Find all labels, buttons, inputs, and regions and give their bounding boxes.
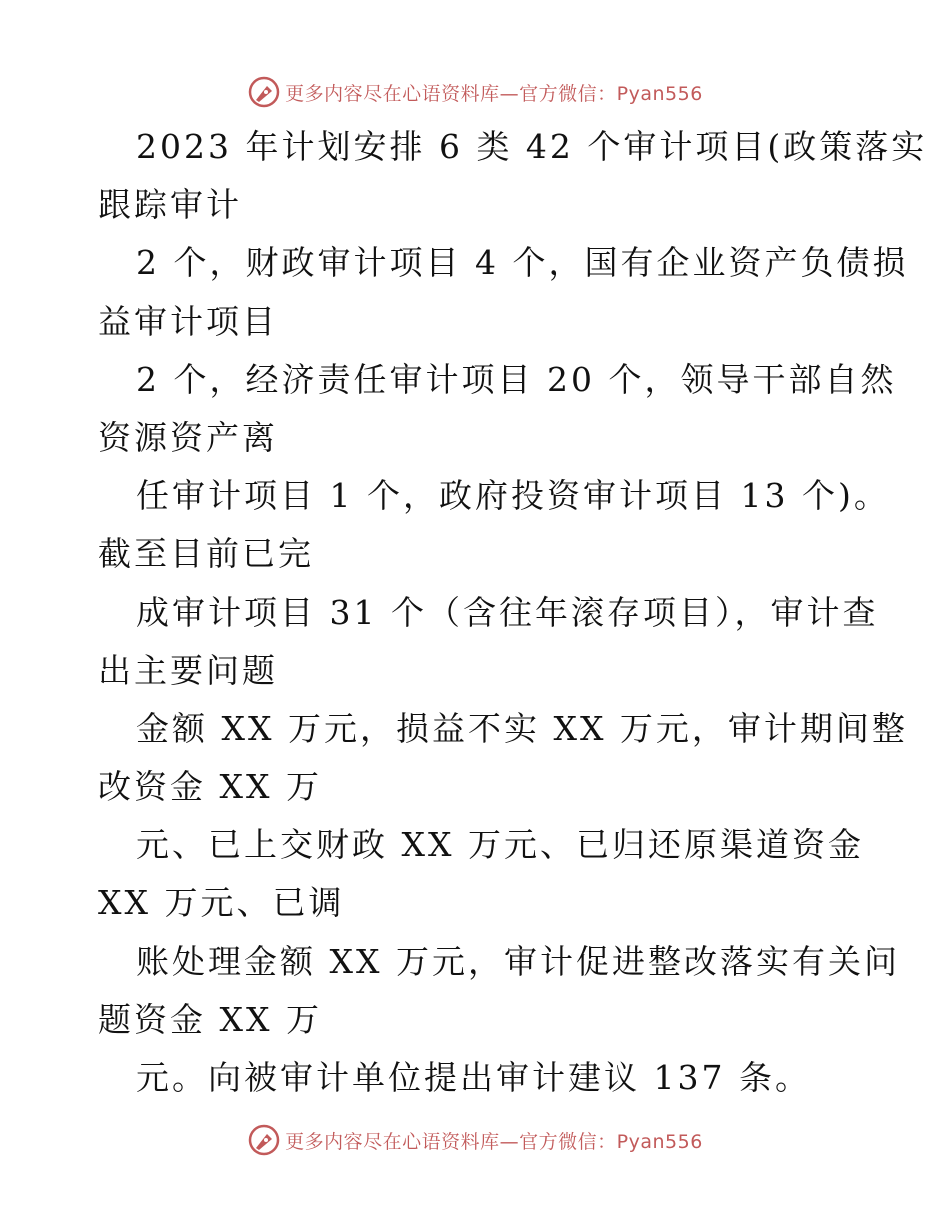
text-line: 元。向被审计单位提出审计建议 137 条。 <box>136 1058 811 1097</box>
text-line: 元、已上交财政 XX 万元、已归还原渠道资金 <box>136 825 864 865</box>
text-line: 益审计项目 <box>98 301 278 341</box>
text-line: 金额 XX 万元，损益不实 XX 万元，审计期间整 <box>136 708 908 748</box>
text-line: 成审计项目 31 个（含往年滚存项目），审计查 <box>136 592 879 632</box>
text-line: 账处理金额 XX 万元，审计促进整改落实有关问 <box>136 941 900 981</box>
text-line: 2 个，经济责任审计项目 20 个，领导干部自然 <box>136 359 897 399</box>
footer-watermark-text: 更多内容尽在心语资料库—官方微信：Pyan556 <box>285 1130 703 1153</box>
text-line: 任审计项目 1 个，政府投资审计项目 13 个)。 <box>136 476 890 516</box>
text-line: 截至目前已完 <box>98 534 314 574</box>
text-line: XX 万元、已调 <box>98 883 345 923</box>
text-line: 2 个，财政审计项目 4 个，国有企业资产负债损 <box>136 243 909 283</box>
text-line: 出主要问题 <box>98 650 278 690</box>
pen-nib-logo-icon <box>247 1123 281 1157</box>
text-line: 资源资产离 <box>98 417 278 457</box>
footer-watermark <box>0 1120 950 1160</box>
text-line: 跟踪审计 <box>98 185 242 225</box>
document-body <box>98 118 928 1107</box>
header-watermark-text: 更多内容尽在心语资料库—官方微信：Pyan556 <box>285 82 703 105</box>
pen-nib-logo-icon <box>247 75 281 109</box>
text-line: 改资金 XX 万 <box>98 767 322 807</box>
text-line: 2023 年计划安排 6 类 42 个审计项目(政策落实 <box>136 127 928 166</box>
header-watermark <box>0 72 950 112</box>
text-line: 题资金 XX 万 <box>98 999 322 1039</box>
